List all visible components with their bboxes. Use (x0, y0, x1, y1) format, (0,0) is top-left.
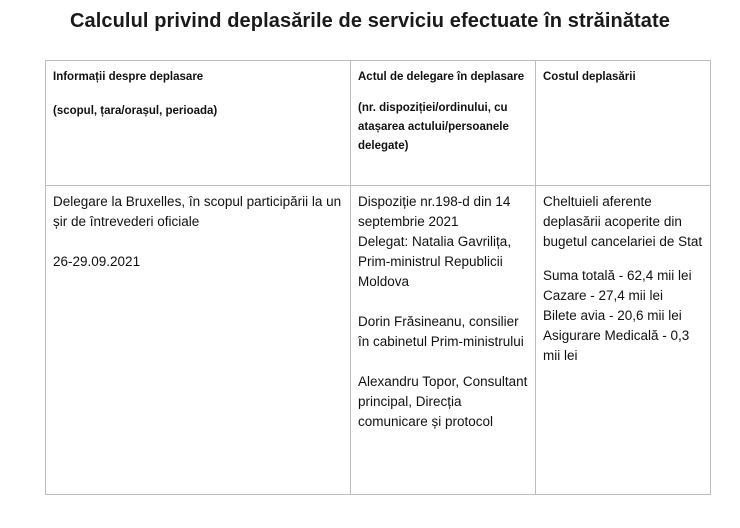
table-header-row (46, 61, 711, 186)
header-info-label: Informații despre deplasare (53, 71, 204, 83)
delegate-1: Delegat: Natalia Gavrilița, Prim-ministrul Republicii Moldova (358, 234, 512, 289)
header-cell-info (46, 61, 351, 186)
cost-bilete: Bilete avia - 20,6 mii lei (543, 308, 682, 323)
header-cell-cost (536, 61, 711, 186)
trip-period: 26-29.09.2021 (53, 254, 141, 269)
cost-cazare: Cazare - 27,4 mii lei (543, 288, 664, 303)
header-act-label: Actul de delegare în deplasare (358, 71, 525, 83)
cell-info (46, 186, 351, 495)
header-cost-label: Costul deplasării (543, 71, 636, 83)
cost-total: Suma totală - 62,4 mii lei (543, 268, 692, 283)
header-info-sub: (scopul, țara/orașul, perioada) (53, 105, 218, 117)
trip-purpose: Delegare la Bruxelles, în scopul participării la un șir de întrevederi oficiale (53, 194, 342, 229)
delegate-2: Dorin Frăsineanu, consilier în cabinetul Prim-ministrului (358, 314, 524, 349)
header-act-sub: (nr. dispoziției/ordinului, cu atașarea actului/persoanele delegate) (358, 102, 509, 152)
delegate-3: Alexandru Topor, Consultant principal, Direcția comunicare și protocol (358, 374, 528, 429)
page-title: Calculul privind deplasările de serviciu efectuate în străinătate (69, 10, 671, 32)
cost-asigurare: Asigurare Medicală - 0,3 mii lei (543, 328, 690, 363)
cell-act (351, 186, 536, 495)
act-number: Dispoziție nr.198-d din 14 septembrie 2021 (358, 194, 511, 229)
table-row (46, 186, 711, 495)
cost-note: Cheltuieli aferente deplasării acoperite din bugetul cancelariei de Stat (543, 194, 703, 249)
cell-cost (536, 186, 711, 495)
header-cell-act (351, 61, 536, 186)
travel-table (45, 60, 711, 495)
